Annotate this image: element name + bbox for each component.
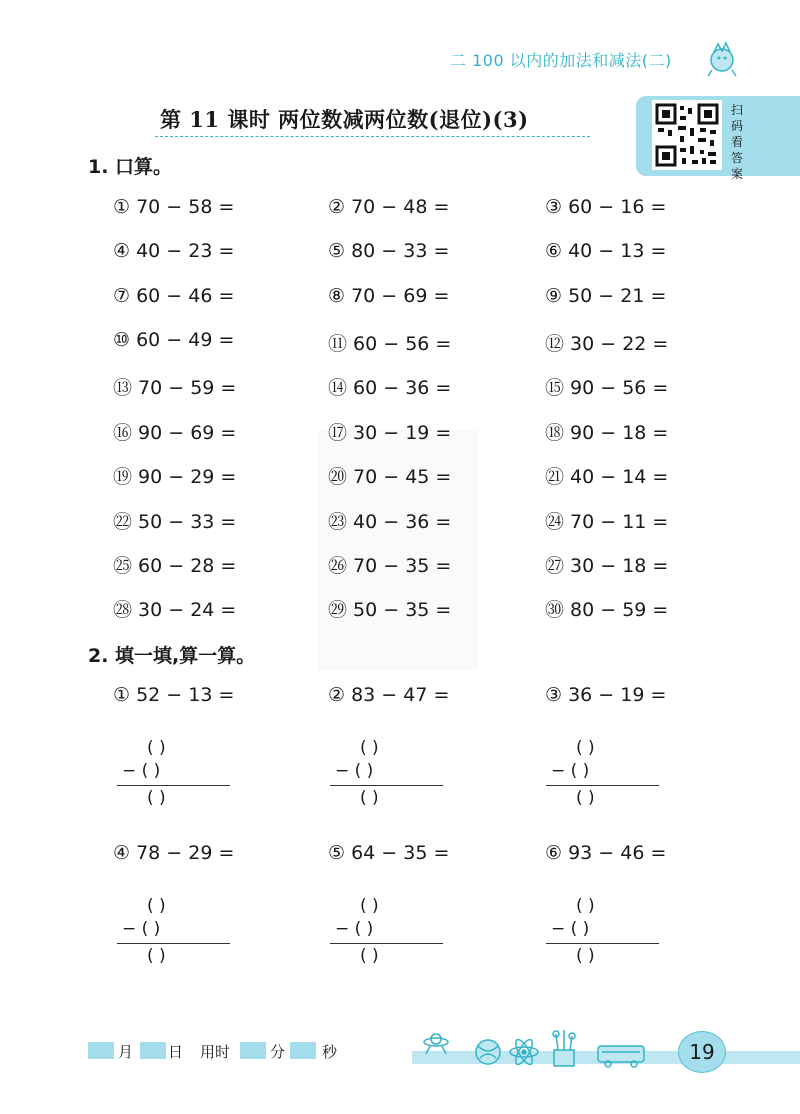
addend-blank[interactable]: ( ) bbox=[360, 738, 379, 758]
section-1-title: 1. 口算。 bbox=[88, 156, 173, 178]
mental-math-problem: ㉔ 70 − 11 = bbox=[545, 511, 669, 533]
qr-caption-char: 扫 bbox=[730, 103, 743, 117]
minute-label: 分 bbox=[270, 1043, 286, 1061]
result-blank[interactable]: ( ) bbox=[360, 946, 379, 966]
minute-blank[interactable] bbox=[240, 1042, 266, 1059]
fill-problem: ⑤ 64 − 35 = bbox=[328, 842, 450, 864]
month-blank[interactable] bbox=[88, 1042, 114, 1059]
subtrahend-blank[interactable]: − ( ) bbox=[122, 761, 161, 781]
mental-math-problem: ⑳ 70 − 45 = bbox=[328, 466, 452, 488]
mental-math-problem: ⑩ 60 − 49 = bbox=[113, 329, 235, 351]
qr-caption bbox=[728, 102, 746, 182]
mental-math-problem: ⑥ 40 − 13 = bbox=[545, 240, 667, 262]
subtrahend-blank[interactable]: − ( ) bbox=[335, 919, 374, 939]
mental-math-problem: ㉚ 80 − 59 = bbox=[545, 599, 669, 621]
mental-math-problem: ⑱ 90 − 18 = bbox=[545, 422, 669, 444]
vertical-rule bbox=[546, 943, 659, 944]
mental-math-problem: ③ 60 − 16 = bbox=[545, 196, 667, 218]
mental-math-problem: ⑨ 50 − 21 = bbox=[545, 285, 667, 307]
fill-problem: ② 83 − 47 = bbox=[328, 684, 450, 706]
result-blank[interactable]: ( ) bbox=[147, 788, 166, 808]
mental-math-problem: ② 70 − 48 = bbox=[328, 196, 450, 218]
mental-math-problem: ㉓ 40 − 36 = bbox=[328, 511, 452, 533]
day-label: 日 bbox=[168, 1043, 184, 1061]
addend-blank[interactable]: ( ) bbox=[360, 896, 379, 916]
mental-math-problem: ⑫ 30 − 22 = bbox=[545, 333, 669, 355]
day-blank[interactable] bbox=[140, 1042, 166, 1059]
result-blank[interactable]: ( ) bbox=[147, 946, 166, 966]
mental-math-problem: ⑤ 80 − 33 = bbox=[328, 240, 450, 262]
vertical-rule bbox=[117, 943, 230, 944]
mental-math-problem: ⑬ 70 − 59 = bbox=[113, 377, 237, 399]
qr-caption-char: 看 bbox=[730, 135, 743, 149]
fill-problem: ④ 78 − 29 = bbox=[113, 842, 235, 864]
qr-caption-char: 码 bbox=[730, 119, 743, 133]
subtrahend-blank[interactable]: − ( ) bbox=[551, 761, 590, 781]
fill-problem: ③ 36 − 19 = bbox=[545, 684, 667, 706]
mental-math-problem: ⑧ 70 − 69 = bbox=[328, 285, 450, 307]
mental-math-problem: ㉑ 40 − 14 = bbox=[545, 466, 669, 488]
mental-math-problem: ④ 40 − 23 = bbox=[113, 240, 235, 262]
vertical-rule bbox=[546, 785, 659, 786]
mental-math-problem: ⑰ 30 − 19 = bbox=[328, 422, 452, 444]
subtrahend-blank[interactable]: − ( ) bbox=[551, 919, 590, 939]
lesson-title: 第 11 课时 两位数减两位数(退位)(3) bbox=[160, 107, 529, 132]
vertical-form bbox=[330, 738, 460, 808]
addend-blank[interactable]: ( ) bbox=[147, 896, 166, 916]
vertical-form bbox=[117, 896, 247, 966]
vertical-rule bbox=[117, 785, 230, 786]
vertical-rule bbox=[330, 943, 443, 944]
footer-illustration-icon bbox=[420, 1028, 670, 1072]
subtrahend-blank[interactable]: − ( ) bbox=[335, 761, 374, 781]
mascot-icon bbox=[702, 38, 742, 78]
mental-math-problem: ⑪ 60 − 56 = bbox=[328, 333, 452, 355]
mental-math-problem: ㉗ 30 − 18 = bbox=[545, 555, 669, 577]
second-label: 秒 bbox=[322, 1043, 338, 1061]
title-underline bbox=[155, 136, 590, 137]
vertical-form bbox=[330, 896, 460, 966]
addend-blank[interactable]: ( ) bbox=[147, 738, 166, 758]
mental-math-problem: ⑮ 90 − 56 = bbox=[545, 377, 669, 399]
unit-header: 二 100 以内的加法和减法(二) bbox=[450, 51, 672, 70]
page-number: 19 bbox=[678, 1031, 726, 1073]
vertical-form bbox=[546, 738, 676, 808]
qr-caption-char: 案 bbox=[730, 167, 743, 181]
month-label: 月 bbox=[118, 1043, 134, 1061]
mental-math-problem: ㉒ 50 − 33 = bbox=[113, 511, 237, 533]
mental-math-problem: ⑲ 90 − 29 = bbox=[113, 466, 237, 488]
addend-blank[interactable]: ( ) bbox=[576, 738, 595, 758]
mental-math-problem: ㉙ 50 − 35 = bbox=[328, 599, 452, 621]
mental-math-problem: ⑦ 60 − 46 = bbox=[113, 285, 235, 307]
addend-blank[interactable]: ( ) bbox=[576, 896, 595, 916]
qr-caption-char: 答 bbox=[730, 151, 743, 165]
fill-problem: ① 52 − 13 = bbox=[113, 684, 235, 706]
fill-problem: ⑥ 93 − 46 = bbox=[545, 842, 667, 864]
mental-math-problem: ⑭ 60 − 36 = bbox=[328, 377, 452, 399]
mental-math-problem: ㉖ 70 − 35 = bbox=[328, 555, 452, 577]
mental-math-problem: ⑯ 90 − 69 = bbox=[113, 422, 237, 444]
section-2-title: 2. 填一填,算一算。 bbox=[88, 645, 256, 667]
mental-math-problem: ㉕ 60 − 28 = bbox=[113, 555, 237, 577]
vertical-form bbox=[117, 738, 247, 808]
result-blank[interactable]: ( ) bbox=[360, 788, 379, 808]
vertical-form bbox=[546, 896, 676, 966]
time-used-label: 用时 bbox=[200, 1043, 231, 1061]
result-blank[interactable]: ( ) bbox=[576, 946, 595, 966]
second-blank[interactable] bbox=[290, 1042, 316, 1059]
subtrahend-blank[interactable]: − ( ) bbox=[122, 919, 161, 939]
qr-code-icon[interactable] bbox=[652, 100, 722, 170]
vertical-rule bbox=[330, 785, 443, 786]
result-blank[interactable]: ( ) bbox=[576, 788, 595, 808]
mental-math-problem: ① 70 − 58 = bbox=[113, 196, 235, 218]
mental-math-problem: ㉘ 30 − 24 = bbox=[113, 599, 237, 621]
